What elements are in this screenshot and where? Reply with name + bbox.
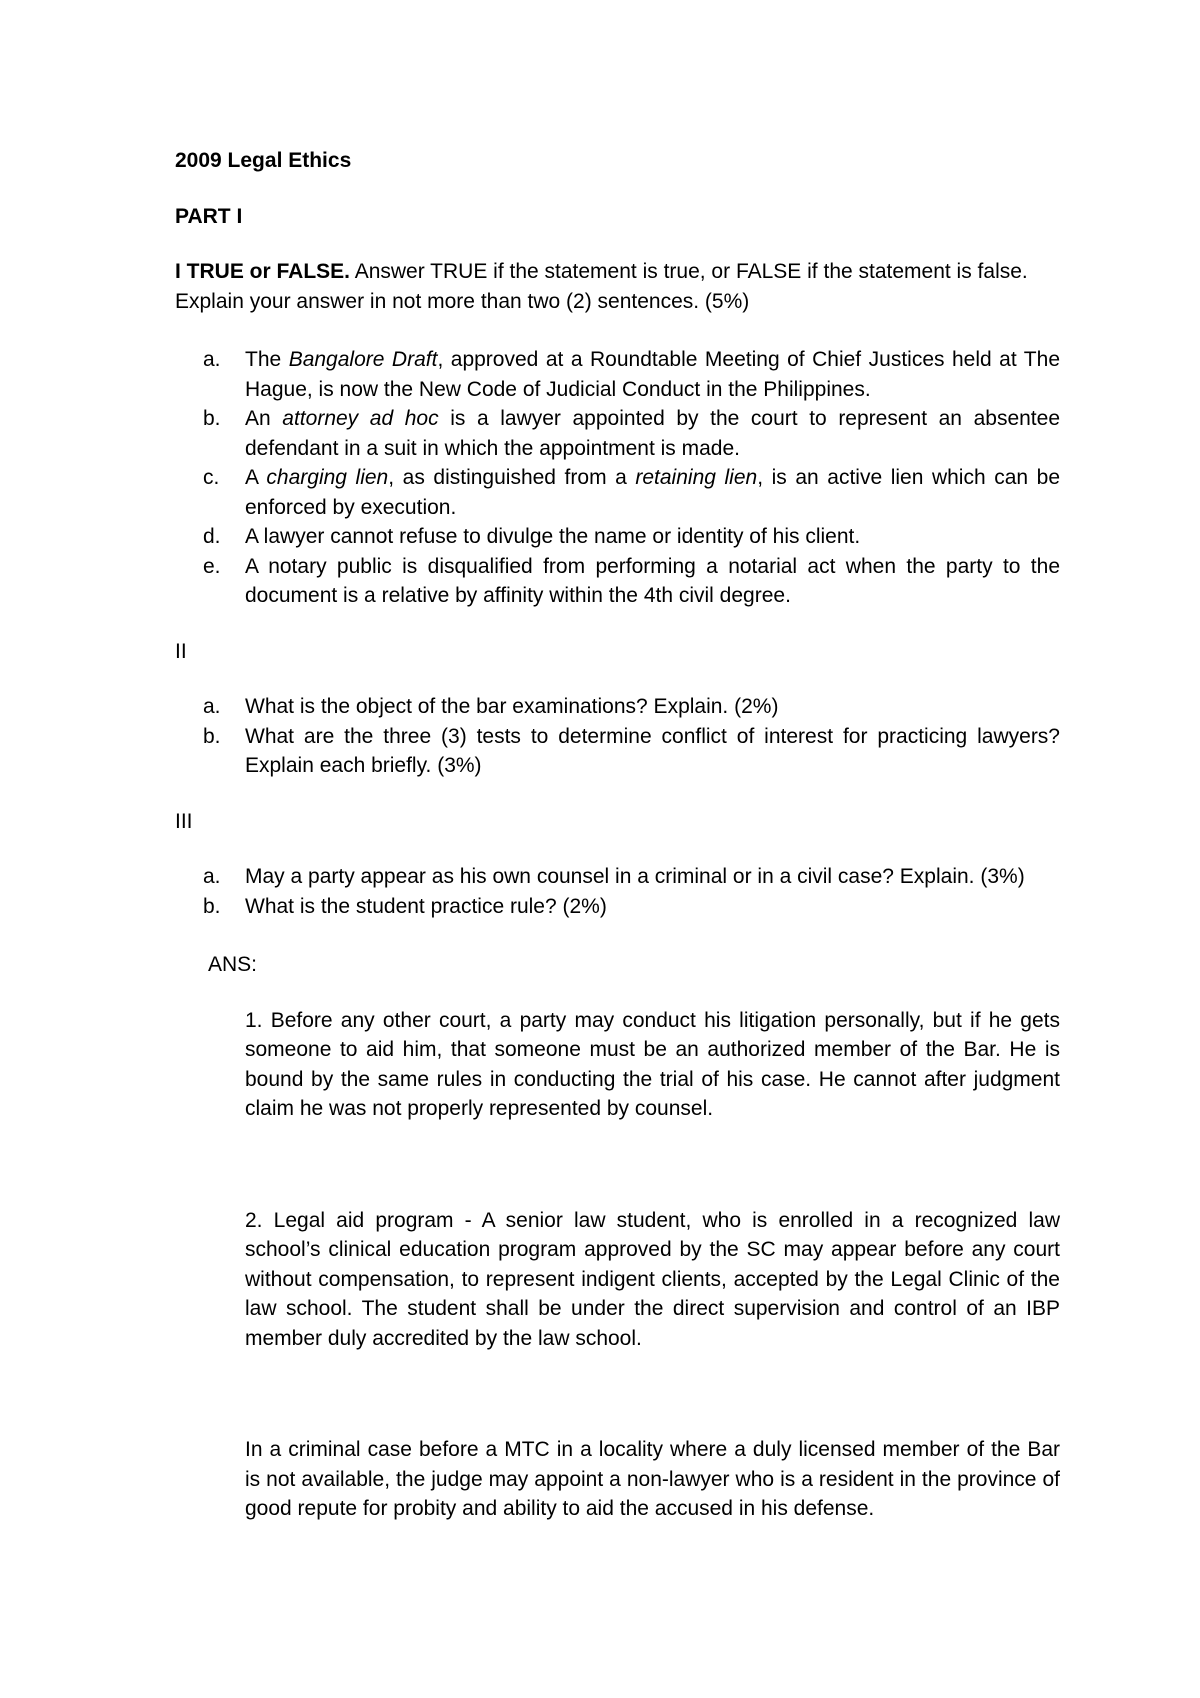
emphasis-term: Bangalore Draft [288,348,438,371]
item-letter: a. [203,695,221,718]
section-1-list [175,345,1060,611]
document-title: 2009 Legal Ethics [175,149,352,172]
list-item: a. May a party appear as his own counsel in a criminal or in a civil case? Explain. (3%) [245,862,1060,892]
answer-paragraph-2: 2. Legal aid program - A senior law student, who is enrolled in a recognized law school’s clinical education program approved by the SC may appear before any court without compensation, to represent indigent clients, accepted by the Legal Clinic of the law school. The student shall be under the direct supervision and control of an IBP member duly accredited by the law school. [245,1208,1060,1350]
emphasis-term: retaining lien [635,466,758,489]
item-letter: b. [203,407,221,430]
emphasis-term: attorney ad hoc [282,407,439,430]
list-item: c. A charging lien, as distinguished from a retaining lien, is an active lien which can be enforced by execution. [245,463,1060,522]
document-page [175,146,1060,1524]
answer-paragraph-1: 1. Before any other court, a party may conduct his litigation personally, but if he gets someone to aid him, that someone must be an authorized member of the Bar. He is bound by the same rules in conducting the trial of his case. He cannot after judgment claim he was not properly represented by counsel. [245,1008,1060,1120]
list-item: a. The Bangalore Draft, approved at a Roundtable Meeting of Chief Justices held at The Hague, is now the New Code of Judicial Conduct in the Philippines. [245,345,1060,404]
item-letter: d. [203,525,221,548]
list-item: e. A notary public is disqualified from performing a notarial act when the party to the document is a relative by affinity within the 4th civil degree. [245,552,1060,611]
section-3-numeral: III [175,809,193,833]
item-letter: e. [203,554,221,578]
section-2-list [175,692,1060,781]
section-1-heading: I TRUE or FALSE. [175,260,351,283]
list-item: b. What is the student practice rule? (2%) [245,892,1060,922]
item-letter: b. [203,724,221,748]
item-letter: b. [203,894,221,918]
part-heading: PART I [175,204,243,228]
answer-paragraph-3: In a criminal case before a MTC in a locality where a duly licensed member of the Bar is not available, the judge may appoint a non-lawyer who is a resident in the province of good repute for probity and ability to aid the accused in his defense. [245,1438,1060,1520]
item-letter: c. [203,466,220,489]
answer-label: ANS: [208,953,258,976]
section-1-instructions-text: Answer TRUE if the statement is true, or FALSE if the statement is false. Explain your answer in not more than two (2) sentences. (5%) [175,260,1028,313]
list-item: b. What are the three (3) tests to determine conflict of interest for practicing lawyers? Explain each briefly. (3%) [245,722,1060,781]
item-letter: a. [203,348,221,371]
list-item: b. An attorney ad hoc is a lawyer appointed by the court to represent an absentee defendant in a suit in which the appointment is made. [245,404,1060,463]
section-1-instructions [175,257,1060,316]
section-2-numeral: II [175,639,187,663]
item-letter: a. [203,865,221,888]
section-3-list [175,862,1060,921]
emphasis-term: charging lien [266,466,389,489]
list-item: a. What is the object of the bar examinations? Explain. (2%) [245,692,1060,722]
list-item: d. A lawyer cannot refuse to divulge the name or identity of his client. [245,522,1060,552]
